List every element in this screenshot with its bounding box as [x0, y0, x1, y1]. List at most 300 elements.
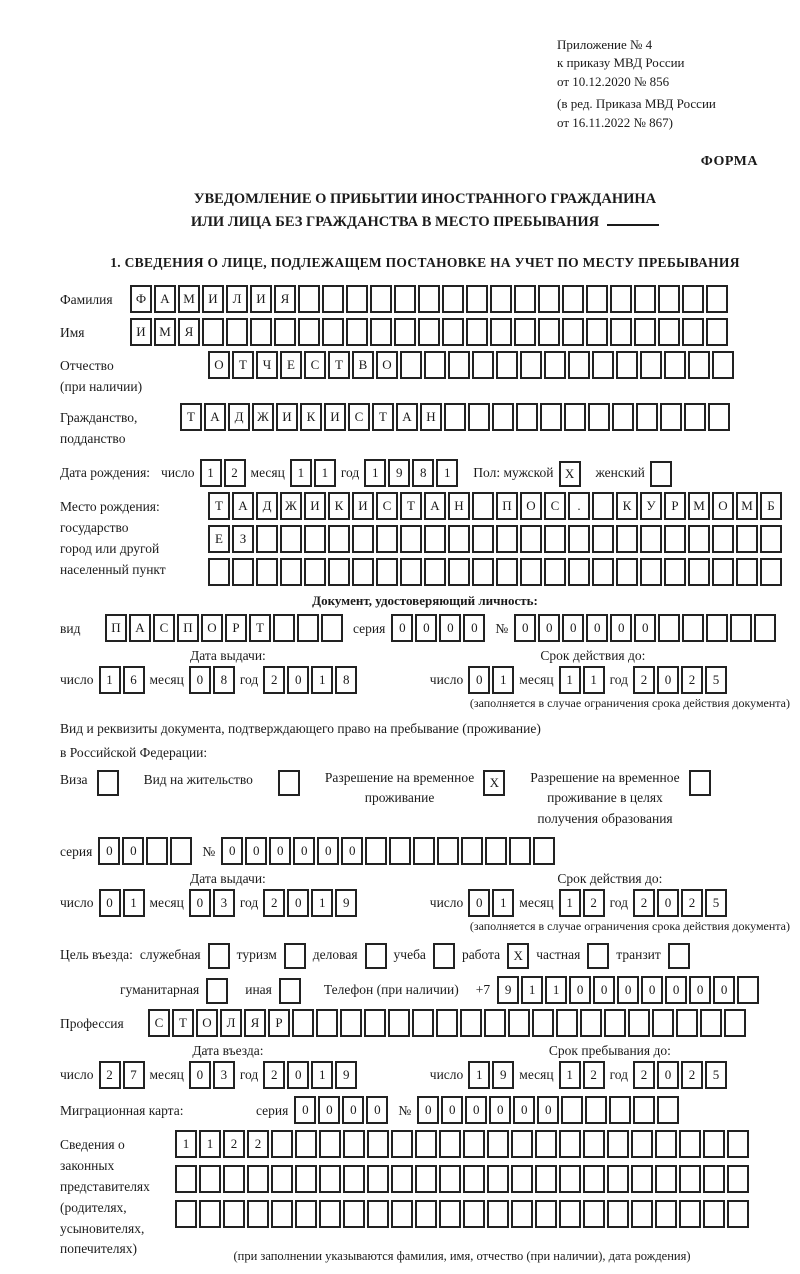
form-cell[interactable]	[607, 1130, 629, 1158]
form-cell[interactable]	[508, 1009, 530, 1037]
form-cell[interactable]	[280, 525, 302, 553]
form-cell[interactable]	[487, 1165, 509, 1193]
form-cell[interactable]	[511, 1200, 533, 1228]
form-cell[interactable]	[561, 1096, 583, 1124]
form-cell[interactable]	[343, 1200, 365, 1228]
form-cell[interactable]	[319, 1130, 341, 1158]
form-cell[interactable]: .	[568, 492, 590, 520]
form-cell[interactable]: И	[304, 492, 326, 520]
form-cell[interactable]	[610, 285, 632, 313]
form-cell[interactable]: 2	[224, 459, 246, 487]
form-cell[interactable]	[496, 351, 518, 379]
purpose-work-checkbox[interactable]: X	[507, 943, 529, 969]
form-cell[interactable]	[688, 525, 710, 553]
form-cell[interactable]: Р	[225, 614, 247, 642]
form-cell[interactable]: 0	[189, 666, 211, 694]
temp-edu-checkbox[interactable]	[689, 770, 711, 796]
form-cell[interactable]	[658, 318, 680, 346]
form-cell[interactable]	[298, 285, 320, 313]
form-cell[interactable]	[607, 1200, 629, 1228]
form-cell[interactable]: С	[148, 1009, 170, 1037]
form-cell[interactable]: 0	[657, 666, 679, 694]
form-cell[interactable]: Ч	[256, 351, 278, 379]
form-cell[interactable]: 0	[415, 614, 437, 642]
form-cell[interactable]	[520, 558, 542, 586]
form-cell[interactable]: О	[196, 1009, 218, 1037]
form-cell[interactable]: 1	[123, 889, 145, 917]
form-cell[interactable]	[568, 351, 590, 379]
form-cell[interactable]	[415, 1130, 437, 1158]
form-cell[interactable]	[415, 1165, 437, 1193]
form-cell[interactable]	[232, 558, 254, 586]
form-cell[interactable]: 0	[513, 1096, 535, 1124]
form-cell[interactable]	[274, 318, 296, 346]
form-cell[interactable]: 0	[465, 1096, 487, 1124]
form-cell[interactable]: С	[376, 492, 398, 520]
form-cell[interactable]	[727, 1130, 749, 1158]
form-cell[interactable]: Е	[280, 351, 302, 379]
form-cell[interactable]: 1	[559, 1061, 581, 1089]
form-cell[interactable]	[412, 1009, 434, 1037]
form-cell[interactable]	[533, 837, 555, 865]
form-cell[interactable]	[592, 525, 614, 553]
form-cell[interactable]	[583, 1165, 605, 1193]
form-cell[interactable]	[616, 525, 638, 553]
form-cell[interactable]	[304, 525, 326, 553]
form-cell[interactable]	[688, 558, 710, 586]
form-cell[interactable]: И	[276, 403, 298, 431]
form-cell[interactable]	[585, 1096, 607, 1124]
form-cell[interactable]: 2	[633, 1061, 655, 1089]
form-cell[interactable]: 0	[537, 1096, 559, 1124]
form-cell[interactable]	[418, 285, 440, 313]
form-cell[interactable]: Р	[664, 492, 686, 520]
form-cell[interactable]	[559, 1200, 581, 1228]
form-cell[interactable]	[754, 614, 776, 642]
form-cell[interactable]	[175, 1200, 197, 1228]
form-cell[interactable]	[657, 1096, 679, 1124]
form-cell[interactable]: И	[130, 318, 152, 346]
form-cell[interactable]: Т	[180, 403, 202, 431]
form-cell[interactable]: 0	[245, 837, 267, 865]
form-cell[interactable]	[712, 558, 734, 586]
form-cell[interactable]	[247, 1200, 269, 1228]
form-cell[interactable]: 1	[314, 459, 336, 487]
form-cell[interactable]	[340, 1009, 362, 1037]
form-cell[interactable]	[328, 525, 350, 553]
form-cell[interactable]: Ф	[130, 285, 152, 313]
form-cell[interactable]: 2	[583, 889, 605, 917]
form-cell[interactable]	[727, 1165, 749, 1193]
form-cell[interactable]: 0	[514, 614, 536, 642]
form-cell[interactable]: Я	[274, 285, 296, 313]
form-cell[interactable]	[583, 1200, 605, 1228]
purpose-transit-checkbox[interactable]	[668, 943, 690, 969]
form-cell[interactable]	[520, 351, 542, 379]
form-cell[interactable]	[727, 1200, 749, 1228]
form-cell[interactable]	[628, 1009, 650, 1037]
form-cell[interactable]: 2	[583, 1061, 605, 1089]
form-cell[interactable]	[730, 614, 752, 642]
form-cell[interactable]	[712, 351, 734, 379]
form-cell[interactable]: 1	[559, 889, 581, 917]
form-cell[interactable]	[631, 1200, 653, 1228]
form-cell[interactable]	[413, 837, 435, 865]
form-cell[interactable]	[490, 285, 512, 313]
form-cell[interactable]: 0	[657, 1061, 679, 1089]
form-cell[interactable]	[487, 1200, 509, 1228]
form-cell[interactable]	[468, 403, 490, 431]
form-cell[interactable]	[175, 1165, 197, 1193]
form-cell[interactable]	[616, 558, 638, 586]
form-cell[interactable]: М	[736, 492, 758, 520]
form-cell[interactable]: Т	[172, 1009, 194, 1037]
form-cell[interactable]	[544, 558, 566, 586]
form-cell[interactable]: 9	[492, 1061, 514, 1089]
form-cell[interactable]	[442, 285, 464, 313]
residence-permit-checkbox[interactable]	[278, 770, 300, 796]
form-cell[interactable]: 2	[633, 666, 655, 694]
form-cell[interactable]: 0	[610, 614, 632, 642]
form-cell[interactable]	[472, 525, 494, 553]
form-cell[interactable]: Н	[420, 403, 442, 431]
form-cell[interactable]: 0	[293, 837, 315, 865]
form-cell[interactable]: Т	[328, 351, 350, 379]
form-cell[interactable]: 0	[417, 1096, 439, 1124]
form-cell[interactable]: 0	[441, 1096, 463, 1124]
form-cell[interactable]	[664, 351, 686, 379]
form-cell[interactable]: 1	[199, 1130, 221, 1158]
form-cell[interactable]	[703, 1130, 725, 1158]
form-cell[interactable]: Р	[268, 1009, 290, 1037]
form-cell[interactable]	[679, 1165, 701, 1193]
form-cell[interactable]	[562, 318, 584, 346]
form-cell[interactable]	[496, 558, 518, 586]
form-cell[interactable]	[580, 1009, 602, 1037]
form-cell[interactable]	[736, 525, 758, 553]
form-cell[interactable]	[365, 837, 387, 865]
form-cell[interactable]: 0	[489, 1096, 511, 1124]
form-cell[interactable]: К	[616, 492, 638, 520]
form-cell[interactable]	[568, 525, 590, 553]
form-cell[interactable]	[556, 1009, 578, 1037]
form-cell[interactable]	[391, 1165, 413, 1193]
form-cell[interactable]	[514, 318, 536, 346]
form-cell[interactable]: З	[232, 525, 254, 553]
purpose-official-checkbox[interactable]	[208, 943, 230, 969]
form-cell[interactable]: Ж	[280, 492, 302, 520]
purpose-study-checkbox[interactable]	[433, 943, 455, 969]
form-cell[interactable]	[250, 318, 272, 346]
purpose-private-checkbox[interactable]	[587, 943, 609, 969]
form-cell[interactable]: И	[250, 285, 272, 313]
form-cell[interactable]: 0	[287, 666, 309, 694]
form-cell[interactable]	[706, 318, 728, 346]
form-cell[interactable]: Д	[256, 492, 278, 520]
form-cell[interactable]	[724, 1009, 746, 1037]
form-cell[interactable]	[708, 403, 730, 431]
form-cell[interactable]: 0	[189, 1061, 211, 1089]
form-cell[interactable]	[304, 558, 326, 586]
form-cell[interactable]	[226, 318, 248, 346]
form-cell[interactable]: К	[300, 403, 322, 431]
form-cell[interactable]	[322, 318, 344, 346]
form-cell[interactable]	[199, 1200, 221, 1228]
form-cell[interactable]	[394, 318, 416, 346]
form-cell[interactable]	[415, 1200, 437, 1228]
form-cell[interactable]: И	[352, 492, 374, 520]
form-cell[interactable]: 5	[705, 889, 727, 917]
temp-residence-checkbox[interactable]: X	[483, 770, 505, 796]
form-cell[interactable]: И	[202, 285, 224, 313]
form-cell[interactable]	[586, 285, 608, 313]
form-cell[interactable]: А	[232, 492, 254, 520]
form-cell[interactable]	[609, 1096, 631, 1124]
form-cell[interactable]: 2	[99, 1061, 121, 1089]
form-cell[interactable]: 1	[99, 666, 121, 694]
form-cell[interactable]	[604, 1009, 626, 1037]
form-cell[interactable]	[664, 525, 686, 553]
form-cell[interactable]	[199, 1165, 221, 1193]
form-cell[interactable]	[652, 1009, 674, 1037]
form-cell[interactable]: О	[201, 614, 223, 642]
form-cell[interactable]: 3	[213, 1061, 235, 1089]
form-cell[interactable]	[292, 1009, 314, 1037]
form-cell[interactable]	[535, 1165, 557, 1193]
purpose-humanitarian-checkbox[interactable]	[206, 978, 228, 1004]
form-cell[interactable]	[679, 1200, 701, 1228]
form-cell[interactable]: Н	[448, 492, 470, 520]
form-cell[interactable]	[442, 318, 464, 346]
form-cell[interactable]	[400, 525, 422, 553]
form-cell[interactable]	[655, 1165, 677, 1193]
form-cell[interactable]	[389, 837, 411, 865]
form-cell[interactable]	[460, 1009, 482, 1037]
form-cell[interactable]: 0	[99, 889, 121, 917]
form-cell[interactable]: А	[154, 285, 176, 313]
form-cell[interactable]: 2	[681, 889, 703, 917]
form-cell[interactable]: Б	[760, 492, 782, 520]
form-cell[interactable]	[610, 318, 632, 346]
form-cell[interactable]: 8	[213, 666, 235, 694]
form-cell[interactable]	[640, 351, 662, 379]
form-cell[interactable]	[616, 351, 638, 379]
form-cell[interactable]	[684, 403, 706, 431]
form-cell[interactable]	[367, 1130, 389, 1158]
form-cell[interactable]: А	[129, 614, 151, 642]
form-cell[interactable]	[346, 318, 368, 346]
form-cell[interactable]	[208, 558, 230, 586]
form-cell[interactable]	[703, 1200, 725, 1228]
form-cell[interactable]	[273, 614, 295, 642]
form-cell[interactable]	[655, 1130, 677, 1158]
form-cell[interactable]	[295, 1165, 317, 1193]
form-cell[interactable]	[485, 837, 507, 865]
form-cell[interactable]	[463, 1200, 485, 1228]
form-cell[interactable]	[655, 1200, 677, 1228]
form-cell[interactable]	[634, 318, 656, 346]
form-cell[interactable]	[544, 525, 566, 553]
form-cell[interactable]: 8	[412, 459, 434, 487]
form-cell[interactable]: М	[688, 492, 710, 520]
form-cell[interactable]: 2	[633, 889, 655, 917]
form-cell[interactable]	[492, 403, 514, 431]
form-cell[interactable]: Е	[208, 525, 230, 553]
form-cell[interactable]	[391, 1200, 413, 1228]
form-cell[interactable]	[466, 318, 488, 346]
form-cell[interactable]: 1	[364, 459, 386, 487]
form-cell[interactable]: 1	[521, 976, 543, 1004]
form-cell[interactable]	[737, 976, 759, 1004]
form-cell[interactable]	[535, 1200, 557, 1228]
form-cell[interactable]	[223, 1200, 245, 1228]
form-cell[interactable]	[631, 1165, 653, 1193]
form-cell[interactable]	[509, 837, 531, 865]
form-cell[interactable]: 0	[98, 837, 120, 865]
form-cell[interactable]: 1	[311, 666, 333, 694]
form-cell[interactable]	[679, 1130, 701, 1158]
form-cell[interactable]: 1	[311, 1061, 333, 1089]
form-cell[interactable]	[202, 318, 224, 346]
form-cell[interactable]	[321, 614, 343, 642]
form-cell[interactable]: 1	[311, 889, 333, 917]
form-cell[interactable]	[466, 285, 488, 313]
form-cell[interactable]	[322, 285, 344, 313]
form-cell[interactable]: О	[520, 492, 542, 520]
form-cell[interactable]	[448, 525, 470, 553]
form-cell[interactable]	[682, 614, 704, 642]
form-cell[interactable]	[400, 558, 422, 586]
form-cell[interactable]: 1	[175, 1130, 197, 1158]
form-cell[interactable]	[463, 1130, 485, 1158]
form-cell[interactable]: П	[177, 614, 199, 642]
form-cell[interactable]: 5	[705, 1061, 727, 1089]
form-cell[interactable]: 0	[468, 666, 490, 694]
form-cell[interactable]	[633, 1096, 655, 1124]
form-cell[interactable]	[328, 558, 350, 586]
form-cell[interactable]	[439, 1200, 461, 1228]
form-cell[interactable]	[706, 285, 728, 313]
form-cell[interactable]	[496, 525, 518, 553]
visa-checkbox[interactable]	[97, 770, 119, 796]
form-cell[interactable]	[592, 351, 614, 379]
form-cell[interactable]: Я	[244, 1009, 266, 1037]
form-cell[interactable]	[736, 558, 758, 586]
form-cell[interactable]: 2	[681, 666, 703, 694]
form-cell[interactable]	[439, 1165, 461, 1193]
form-cell[interactable]: Т	[208, 492, 230, 520]
form-cell[interactable]: 0	[189, 889, 211, 917]
form-cell[interactable]	[487, 1130, 509, 1158]
form-cell[interactable]	[271, 1165, 293, 1193]
form-cell[interactable]: 0	[665, 976, 687, 1004]
form-cell[interactable]: Т	[249, 614, 271, 642]
form-cell[interactable]	[532, 1009, 554, 1037]
form-cell[interactable]	[760, 525, 782, 553]
form-cell[interactable]: А	[204, 403, 226, 431]
form-cell[interactable]: С	[153, 614, 175, 642]
form-cell[interactable]	[298, 318, 320, 346]
form-cell[interactable]	[703, 1165, 725, 1193]
form-cell[interactable]: 1	[290, 459, 312, 487]
form-cell[interactable]	[660, 403, 682, 431]
form-cell[interactable]: 0	[569, 976, 591, 1004]
form-cell[interactable]: 0	[287, 889, 309, 917]
form-cell[interactable]	[568, 558, 590, 586]
form-cell[interactable]	[631, 1130, 653, 1158]
form-cell[interactable]	[706, 614, 728, 642]
form-cell[interactable]	[352, 525, 374, 553]
form-cell[interactable]: 0	[634, 614, 656, 642]
form-cell[interactable]	[535, 1130, 557, 1158]
form-cell[interactable]	[564, 403, 586, 431]
form-cell[interactable]: 1	[436, 459, 458, 487]
form-cell[interactable]: 3	[213, 889, 235, 917]
form-cell[interactable]	[271, 1130, 293, 1158]
form-cell[interactable]	[247, 1165, 269, 1193]
form-cell[interactable]: 0	[617, 976, 639, 1004]
form-cell[interactable]	[688, 351, 710, 379]
form-cell[interactable]	[319, 1165, 341, 1193]
form-cell[interactable]	[520, 525, 542, 553]
form-cell[interactable]	[367, 1165, 389, 1193]
form-cell[interactable]: 8	[335, 666, 357, 694]
form-cell[interactable]	[367, 1200, 389, 1228]
form-cell[interactable]: И	[324, 403, 346, 431]
form-cell[interactable]	[676, 1009, 698, 1037]
form-cell[interactable]: 0	[593, 976, 615, 1004]
form-cell[interactable]	[364, 1009, 386, 1037]
form-cell[interactable]: 1	[583, 666, 605, 694]
form-cell[interactable]: 2	[247, 1130, 269, 1158]
form-cell[interactable]: 0	[342, 1096, 364, 1124]
form-cell[interactable]	[271, 1200, 293, 1228]
form-cell[interactable]: М	[178, 285, 200, 313]
form-cell[interactable]: Т	[372, 403, 394, 431]
form-cell[interactable]: 0	[641, 976, 663, 1004]
form-cell[interactable]: 0	[586, 614, 608, 642]
form-cell[interactable]	[484, 1009, 506, 1037]
form-cell[interactable]: 2	[223, 1130, 245, 1158]
form-cell[interactable]: А	[396, 403, 418, 431]
form-cell[interactable]: 0	[287, 1061, 309, 1089]
form-cell[interactable]	[370, 318, 392, 346]
form-cell[interactable]: 0	[122, 837, 144, 865]
form-cell[interactable]	[682, 318, 704, 346]
form-cell[interactable]: 5	[705, 666, 727, 694]
form-cell[interactable]	[448, 351, 470, 379]
form-cell[interactable]: 0	[294, 1096, 316, 1124]
form-cell[interactable]	[394, 285, 416, 313]
form-cell[interactable]: С	[348, 403, 370, 431]
form-cell[interactable]: К	[328, 492, 350, 520]
form-cell[interactable]: 2	[681, 1061, 703, 1089]
form-cell[interactable]	[607, 1165, 629, 1193]
form-cell[interactable]: 0	[562, 614, 584, 642]
form-cell[interactable]	[700, 1009, 722, 1037]
form-cell[interactable]	[444, 403, 466, 431]
form-cell[interactable]	[346, 285, 368, 313]
form-cell[interactable]	[472, 492, 494, 520]
form-cell[interactable]: 1	[559, 666, 581, 694]
form-cell[interactable]	[559, 1165, 581, 1193]
form-cell[interactable]	[388, 1009, 410, 1037]
form-cell[interactable]	[636, 403, 658, 431]
form-cell[interactable]	[538, 318, 560, 346]
gender-male-checkbox[interactable]: X	[559, 461, 581, 487]
form-cell[interactable]: 2	[263, 666, 285, 694]
form-cell[interactable]	[400, 351, 422, 379]
